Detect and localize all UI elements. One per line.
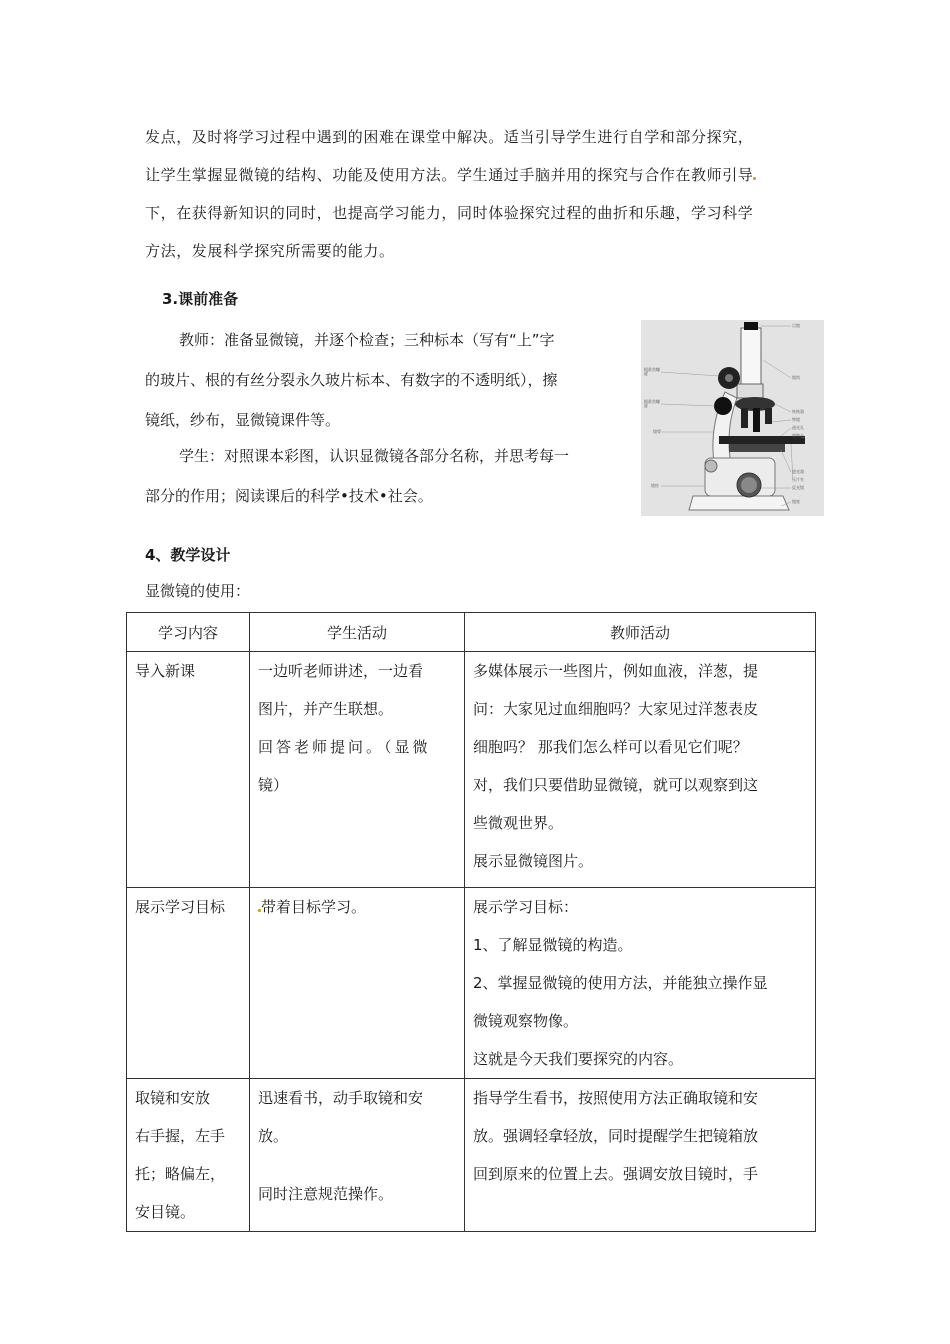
section4-heading: 4、教学设计 xyxy=(145,546,231,564)
prep-line: 的玻片、根的有丝分裂永久玻片标本、有数字的不透明纸），擦 xyxy=(145,371,558,389)
prep-line: 镜纸，纱布，显微镜课件等。 xyxy=(145,411,341,429)
table-row xyxy=(127,1079,816,1232)
cell-teacher: 展示学习目标： 1、了解显微镜的构造。 2、掌握显微镜的使用方法，并能独立操作显 微镜观察物像。 这就是今天我们要探究的内容。 xyxy=(465,888,816,1079)
header-teacher: 教师活动 xyxy=(465,613,816,652)
label-pillar: 镜柱 xyxy=(651,483,659,488)
prep-line: 教师：准备显微镜，并逐个检查；三种标本（写有“上”字 xyxy=(179,331,555,349)
table-row xyxy=(127,652,816,888)
prep-line: 学生：对照课本彩图，认识显微镜各部分名称，并思考每一 xyxy=(179,447,570,465)
lesson-design-table xyxy=(126,612,816,1232)
label-diaphragm: 遮光器 xyxy=(792,469,804,474)
student-prep-paragraph xyxy=(145,436,625,516)
cell-student: 一边听老师讲述，一边看 图片，并产生联想。 回答老师提问。（显微 镜） xyxy=(250,652,465,888)
label-aperture: 通光孔 xyxy=(792,425,804,430)
header-content: 学习内容 xyxy=(127,613,250,652)
teacher-prep-paragraph xyxy=(145,320,625,440)
table-header-row xyxy=(127,613,816,652)
intro-line: 下，在获得新知识的同时，也提高学习能力，同时体验探究过程的曲折和乐趣，学习科学 xyxy=(145,204,754,222)
label-mirror: 反光镜 xyxy=(792,485,804,490)
label-base: 镜座 xyxy=(792,499,800,504)
stray-mark xyxy=(753,177,756,180)
microscope-diagram xyxy=(641,320,824,516)
label-fine-focus: 细准焦螺旋 xyxy=(644,399,660,408)
cell-content: 导入新课 xyxy=(127,652,250,888)
table-caption: 显微镜的使用： xyxy=(145,582,251,600)
label-coarse-focus: 粗准焦螺旋 xyxy=(644,367,660,376)
label-tube: 镜筒 xyxy=(792,375,800,380)
label-eyepiece: 目镜 xyxy=(792,323,800,328)
intro-line: 发点，及时将学习过程中遇到的困难在课堂中解决。适当引导学生进行自学和部分探究， xyxy=(145,128,754,146)
label-arm: 镜臂 xyxy=(653,429,661,434)
section3-heading: 3.课前准备 xyxy=(162,290,239,308)
table-row xyxy=(127,888,816,1079)
intro-line: 方法，发展科学探究所需要的能力。 xyxy=(145,242,395,260)
cell-content: 取镜和安放 右手握，左手 托；略偏左， 安目镜。 xyxy=(127,1079,250,1232)
cell-teacher: 指导学生看书，按照使用方法正确取镜和安 放。强调轻拿轻放，同时提醒学生把镜箱放 回到原来的位置上去。强调安放目镜时，手 xyxy=(465,1079,816,1232)
label-objective: 物镜 xyxy=(792,417,800,422)
label-stage: 载物台 xyxy=(792,433,804,438)
cell-teacher: 多媒体展示一些图片，例如血液，洋葱，提 问：大家见过血细胞吗？大家见过洋葱表皮 细胞吗？ 那我们怎么样可以看见它们呢？ 对，我们只要借助显微镜，就可以观察到这 些微观世界。 展示显微镜图片。 xyxy=(465,652,816,888)
cell-content: 展示学习目标 xyxy=(127,888,250,1079)
label-nosepiece: 转换器 xyxy=(792,409,804,414)
cell-student: 带着目标学习。 xyxy=(250,888,465,1079)
prep-line: 部分的作用；阅读课后的科学•技术•社会。 xyxy=(145,487,433,505)
intro-paragraph xyxy=(145,118,825,270)
intro-line: 让学生掌握显微镜的结构、功能及使用方法。学生通过手脑并用的探究与合作在教师引导 xyxy=(145,156,825,194)
cell-student: 迅速看书，动手取镜和安 放。 同时注意规范操作。 xyxy=(250,1079,465,1232)
header-student: 学生活动 xyxy=(250,613,465,652)
label-clip: 压片夹 xyxy=(792,477,804,482)
